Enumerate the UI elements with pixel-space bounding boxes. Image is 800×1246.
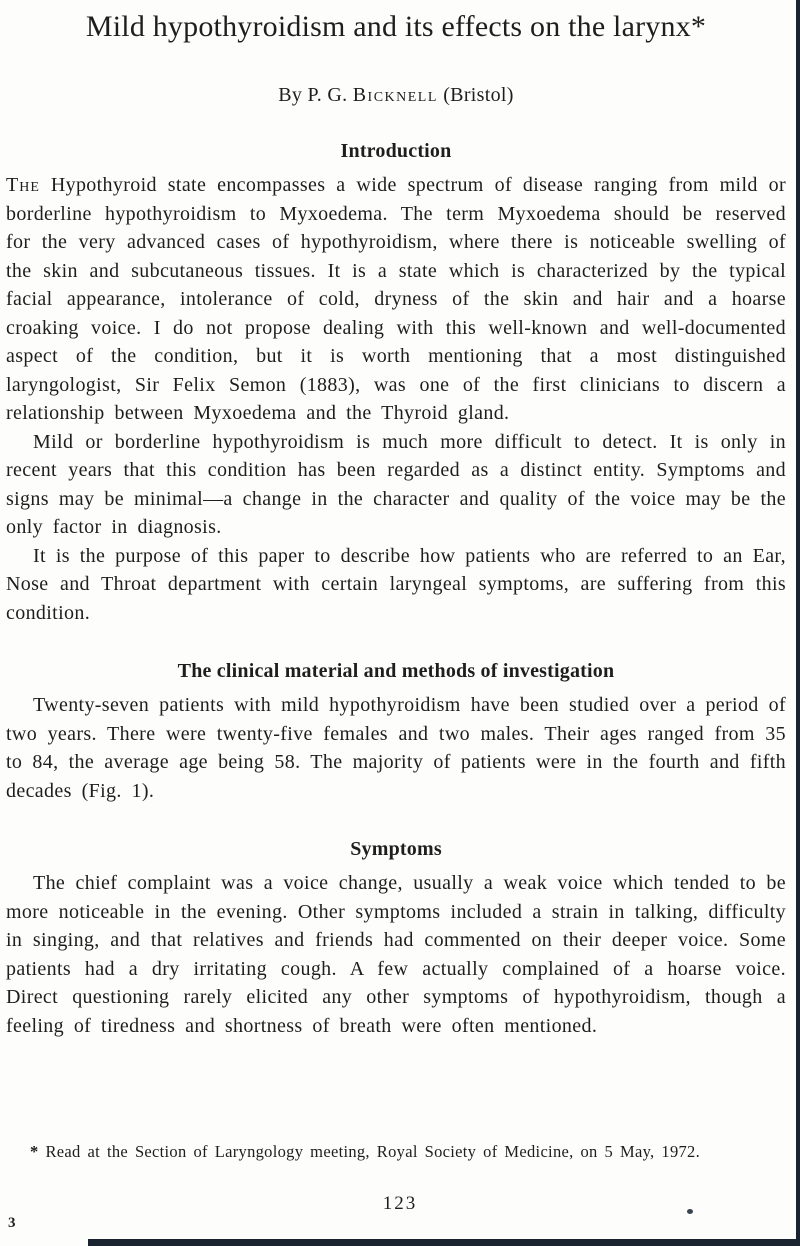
article-title: Mild hypothyroidism and its effects on the larynx* — [85, 10, 707, 43]
byline-affiliation: (Bristol) — [443, 84, 514, 106]
byline-author-name: Bicknell — [352, 84, 438, 106]
section-clinical-material — [6, 660, 786, 805]
section-introduction — [6, 140, 786, 627]
scan-edge-bottom — [88, 1239, 800, 1246]
byline-prefix: By P. G. — [278, 84, 348, 106]
signature-mark: 3 — [8, 1215, 16, 1231]
paragraph: Mild or borderline hypothyroidism is much more difficult to detect. It is only in recent years that this condition has been regarded as a distinct entity. Symptoms and signs may be minimal—a change in the character and quality of the voice may be the only factor in diagnosis. — [6, 430, 786, 538]
heading-introduction: Introduction — [340, 140, 452, 162]
paragraph-text: Hypothyroid state encompasses a wide spectrum of disease ranging from mild or borderline hypothyroidism to Myxoedema. The term Myxoedema should be reserved for the very advanced cases of hypothyroidism, where there is noticeable swelling of the skin and subcutaneous tissues. It is a state which is characterized by the typical facial appearance, intolerance of cold, dryness of the skin and hair and a hoarse croaking voice. I do not propose dealing with this well-known and well-documented aspect of the condition, but it is worth mentioning that a most distinguished laryngologist, Sir Felix Semon (1883), was one of the first clinicians to discern a relationship between Myxoedema and the Thyroid gland. — [6, 174, 786, 424]
paragraph — [6, 171, 786, 428]
paragraph: The chief complaint was a voice change, usually a weak voice which tended to be more noticeable in the evening. Other symptoms included a strain in talking, difficulty in singing, and that relatives and friends had commented on their deeper voice. Some patients had a dry irritating cough. A few actually complained of a hoarse voice. Direct questioning rarely elicited any other symptoms of hypothyroidism, though a feeling of tiredness and shortness of breath were often mentioned. — [6, 872, 786, 1037]
footnote — [8, 1138, 784, 1165]
lead-word: The — [6, 174, 40, 196]
scan-edge-right — [796, 0, 800, 1246]
paragraph: It is the purpose of this paper to describe how patients who are referred to an Ear, Nose and Throat department with certain laryngeal symptoms, are suffering from this condition. — [6, 544, 786, 624]
footnote-text: Read at the Section of Laryngology meeting, Royal Society of Medicine, on 5 May, 1972. — [45, 1142, 701, 1161]
paragraph: Twenty-seven patients with mild hypothyroidism have been studied over a period of two years. There were twenty-five females and two males. Their ages ranged from 35 to 84, the average age being 58. The majority of patients were in the fourth and fifth decades (Fig. 1). — [6, 694, 786, 802]
section-symptoms — [6, 838, 786, 1040]
heading-clinical-material: The clinical material and methods of investigation — [177, 660, 615, 682]
footnote-marker: * — [30, 1142, 39, 1161]
scan-speck — [687, 1209, 693, 1214]
page-number: 123 — [382, 1193, 418, 1214]
heading-symptoms: Symptoms — [350, 838, 442, 860]
byline — [6, 84, 786, 107]
